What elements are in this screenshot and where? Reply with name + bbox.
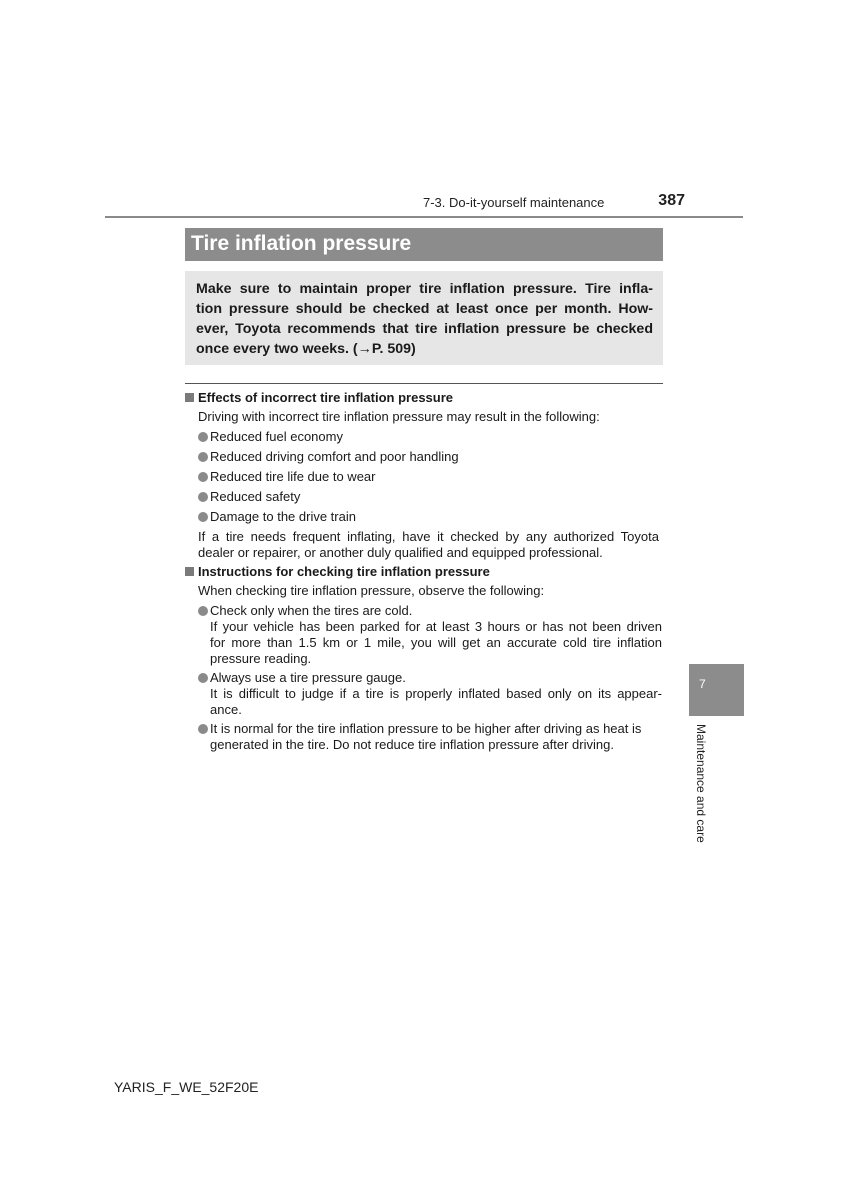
list-item-continuation: It is difficult to judge if a tire is properly inflated based only on its appear-	[210, 686, 662, 701]
list-item-text: It is normal for the tire inflation pressure to be higher after driving as heat is	[210, 721, 642, 736]
bullet-icon	[198, 606, 208, 616]
list-item-text: Reduced tire life due to wear	[210, 469, 376, 484]
list-item-text: Reduced safety	[210, 489, 301, 504]
bullet-icon	[198, 512, 208, 522]
section-rule	[185, 383, 663, 384]
list-item	[198, 448, 459, 465]
list-item-continuation: for more than 1.5 km or 1 mile, you will get an accurate cold tire inflation	[210, 635, 662, 650]
list-item-text: Reduced fuel economy	[210, 429, 343, 444]
list-item	[198, 602, 412, 619]
note-line: If a tire needs frequent inflating, have it checked by any authorized Toyota	[198, 529, 659, 544]
footer-code: YARIS_F_WE_52F20E	[114, 1079, 259, 1095]
section-heading-text: Instructions for checking tire inflation pressure	[198, 564, 490, 579]
list-item	[198, 468, 375, 485]
list-item-continuation: generated in the tire. Do not reduce tire inflation pressure after driving.	[210, 737, 614, 752]
page-title: Tire inflation pressure	[191, 232, 412, 255]
list-item-text: Reduced driving comfort and poor handling	[210, 449, 459, 464]
section-heading-effects	[185, 389, 453, 406]
bullet-icon	[198, 673, 208, 683]
list-item	[198, 720, 641, 737]
section-lead: Driving with incorrect tire inflation pressure may result in the following:	[198, 409, 600, 424]
note-line: dealer or repairer, or another duly qualified and equipped professional.	[198, 545, 603, 560]
list-item-continuation: If your vehicle has been parked for at least 3 hours or has not been driven	[210, 619, 662, 634]
list-item-text: Always use a tire pressure gauge.	[210, 670, 406, 685]
intro-box	[185, 271, 663, 365]
bullet-icon	[198, 492, 208, 502]
running-header-section: 7-3. Do-it-yourself maintenance	[423, 195, 605, 210]
section-heading-text: Effects of incorrect tire inflation pressure	[198, 390, 454, 405]
title-bar	[185, 228, 663, 261]
chapter-label: Maintenance and care	[694, 724, 708, 843]
chapter-tab	[689, 664, 744, 716]
bullet-icon	[198, 452, 208, 462]
list-item-text: Check only when the tires are cold.	[210, 603, 413, 618]
list-item	[198, 488, 300, 505]
list-item	[198, 508, 356, 525]
intro-line: once every two weeks. (→P. 509)	[196, 341, 416, 357]
list-item-continuation: pressure reading.	[210, 651, 312, 666]
page-number: 387	[658, 192, 685, 209]
list-item-text: Damage to the drive train	[210, 509, 356, 524]
list-item	[198, 669, 406, 686]
square-bullet-icon	[185, 567, 194, 576]
section-lead: When checking tire inflation pressure, observe the following:	[198, 583, 545, 598]
square-bullet-icon	[185, 393, 194, 402]
intro-line: Make sure to maintain proper tire inflation pressure. Tire infla-	[196, 281, 653, 297]
bullet-icon	[198, 432, 208, 442]
list-item	[198, 428, 343, 445]
bullet-icon	[198, 472, 208, 482]
bullet-icon	[198, 724, 208, 734]
chapter-number: 7	[699, 677, 706, 691]
section-heading-instructions	[185, 563, 490, 580]
intro-line: tion pressure should be checked at least once per month. How-	[196, 301, 653, 317]
intro-line: ever, Toyota recommends that tire inflation pressure be checked	[196, 321, 653, 337]
list-item-continuation: ance.	[210, 702, 242, 717]
header-rule	[105, 216, 743, 218]
